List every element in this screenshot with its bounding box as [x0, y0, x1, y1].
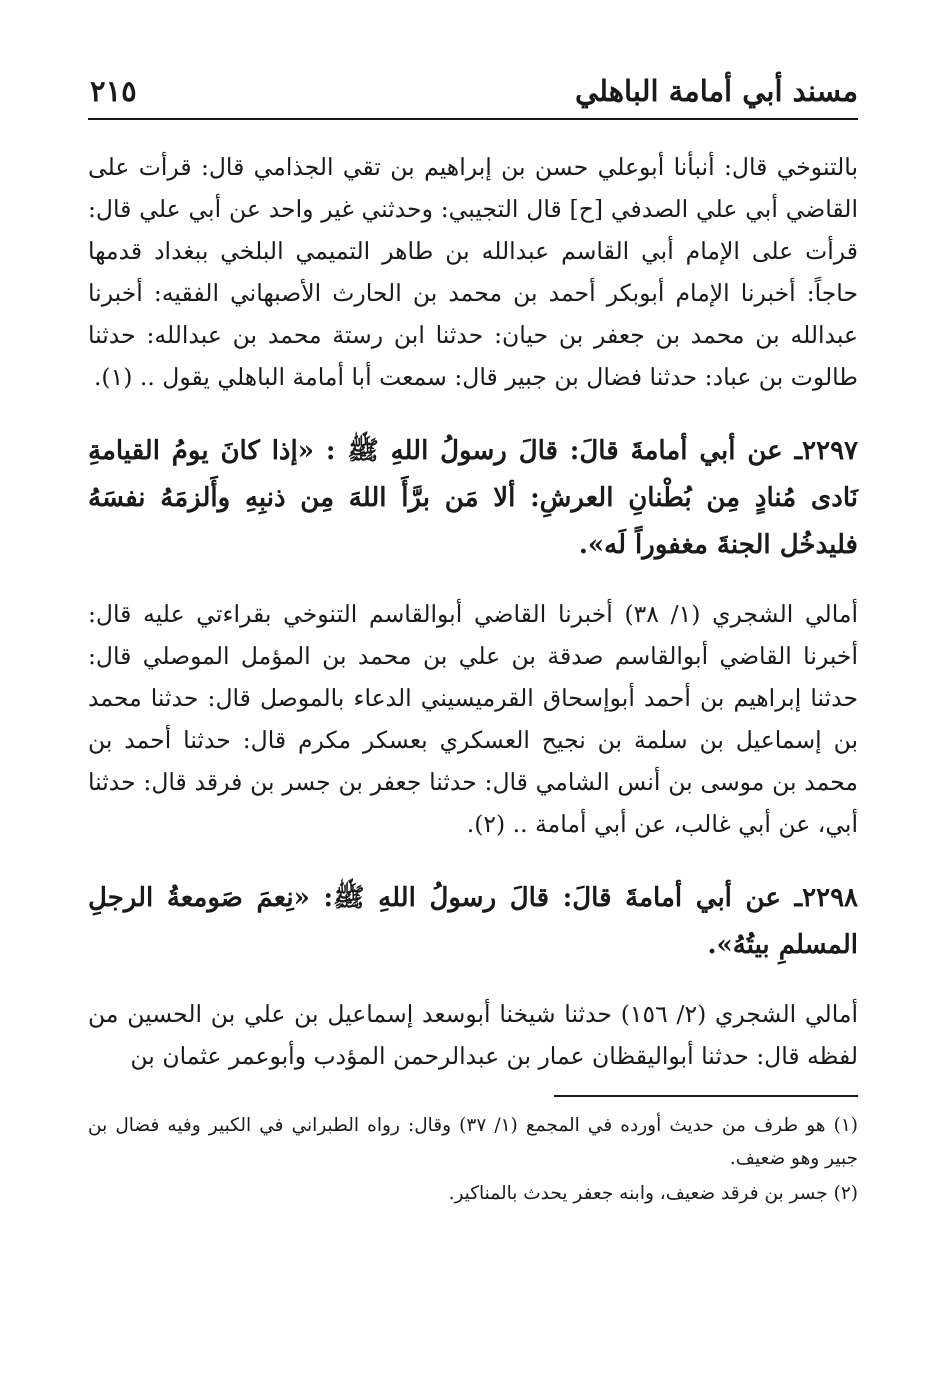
running-header	[88, 62, 858, 120]
isnad-paragraph-1: بالتنوخي قال: أنبأنا أبوعلي حسن بن إبراهيم بن تقي الجذامي قال: قرأت على القاضي أبي علي الصدفي [ح] قال التجيبي: وحدثني غير واحد عن أبي علي قال: قرأت على الإمام أبي القاسم عبدالله بن طاهر التميمي البلخي ببغداد قدمها حاجاً: أخبرنا الإمام أبوبكر أحمد بن محمد بن الحارث الأصبهاني الفقيه: أخبرنا عبدالله بن محمد بن جعفر بن حيان: حدثنا ابن رستة محمد بن عبدالله: حدثنا طالوت بن عباد: حدثنا فضال بن جبير قال: سمعت أبا أمامة الباهلي يقول .. (١).	[88, 153, 858, 391]
page-number: ٢١٥	[90, 74, 137, 108]
isnad-paragraph-2: أمالي الشجري (١/ ٣٨) أخبرنا القاضي أبوالقاسم التنوخي بقراءتي عليه قال: أخبرنا القاضي أبوالقاسم صدقة بن علي بن محمد بن المؤمل الموصلي قال: حدثنا إبراهيم بن أحمد أبوإسحاق القرميسيني الدعاء بالموصل قال: حدثنا محمد بن إسماعيل بن سلمة بن نجيح العسكري بعسكر مكرم قال: حدثنا أحمد بن محمد بن موسى بن أنس الشامي قال: حدثنا جعفر بن جسر بن فرقد قال: حدثنا أبي، عن أبي غالب، عن أبي أمامة .. (٢).	[88, 600, 858, 838]
isnad-paragraph-3: أمالي الشجري (٢/ ١٥٦) حدثنا شيخنا أبوسعد إسماعيل بن علي بن الحسين من لفظه قال: حدثنا أبواليقظان عمار بن عبدالرحمن المؤدب وأبوعمر عثمان بن	[88, 1000, 858, 1070]
book-title: مسند أبي أمامة الباهلي	[574, 74, 858, 108]
footnotes	[88, 1109, 858, 1210]
footnote-1: (١) هو طرف من حديث أورده في المجمع (١/ ٣٧) وقال: رواه الطبراني في الكبير وفيه فضال بن جبير وهو ضعيف.	[88, 1115, 858, 1169]
hadith-2298: ٢٢٩٨ـ عن أبي أمامةَ قالَ: قالَ رسولُ اللهِ ﷺ: «نِعمَ صَومعةُ الرجلِ المسلمِ بيتُهُ».	[88, 883, 858, 960]
book-page	[88, 62, 858, 1212]
hadith-2297: ٢٢٩٧ـ عن أبي أمامةَ قالَ: قالَ رسولُ اللهِ ﷺ : «إذا كانَ يومُ القيامةِ نَادى مُنادٍ مِن بُطْنانِ العرشِ: ألا مَن برَّأَ اللهَ مِن ذنبِهِ وأَلزمَهُ نفسَهُ فليدخُل الجنةَ مغفوراً لَه».	[88, 436, 858, 560]
footnote-2: (٢) جسر بن فرقد ضعيف، وابنه جعفر يحدث بالمناكير.	[448, 1183, 858, 1204]
footnote-divider	[554, 1095, 858, 1097]
